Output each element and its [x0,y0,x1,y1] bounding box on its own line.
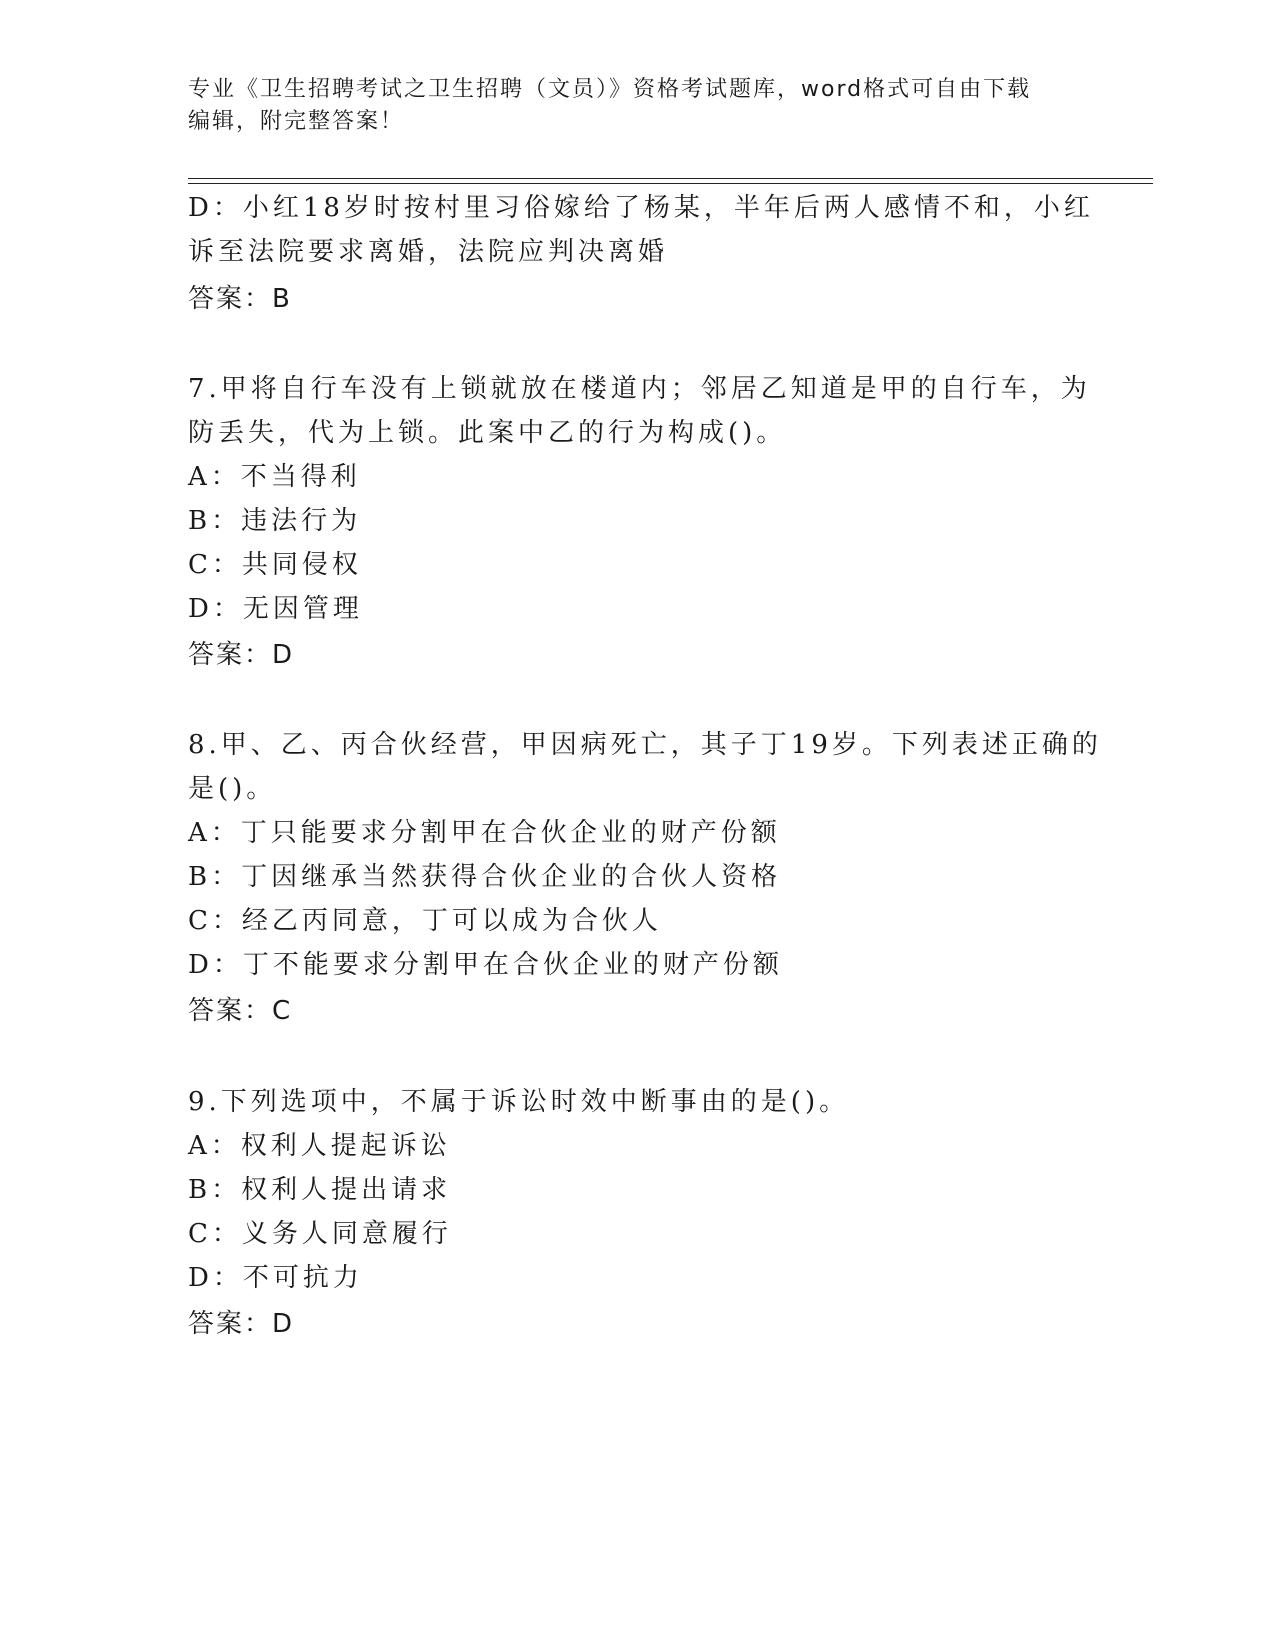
q7-option-b: B：违法行为 [188,506,362,536]
q9-answer: 答案：D [188,1309,295,1339]
q7-answer: 答案：D [188,640,295,670]
header-line-1: 专业《卫生招聘考试之卫生招聘（文员）》资格考试题库，word格式可自由下载 [188,77,1032,102]
q8-stem-line-1: 8.甲、乙、丙合伙经营，甲因病死亡，其子丁19岁。下列表述正确的 [188,730,1102,760]
q8-option-b: B：丁因继承当然获得合伙企业的合伙人资格 [188,862,782,892]
prev-option-d-line-2: 诉至法院要求离婚，法院应判决离婚 [188,237,669,267]
q9-option-c: C：义务人同意履行 [188,1219,452,1249]
prev-option-d-line-1: D：小红18岁时按村里习俗嫁给了杨某，半年后两人感情不和，小红 [188,193,1094,223]
header-divider-bottom [188,183,1153,184]
q7-option-c: C：共同侵权 [188,550,362,580]
q7-option-a: A：不当得利 [188,462,361,492]
q9-option-d: D：不可抗力 [188,1263,363,1293]
q8-option-d: D：丁不能要求分割甲在合伙企业的财产份额 [188,950,783,980]
q8-option-c: C：经乙丙同意，丁可以成为合伙人 [188,906,662,936]
q9-option-b: B：权利人提出请求 [188,1175,452,1205]
q9-option-a: A：权利人提起诉讼 [188,1131,451,1161]
q8-stem-line-2: 是()。 [188,774,277,804]
q9-stem-line-1: 9.下列选项中，不属于诉讼时效中断事由的是()。 [188,1087,850,1117]
header-line-2: 编辑，附完整答案！ [188,109,405,134]
prev-answer: 答案：B [188,284,292,314]
q8-option-a: A：丁只能要求分割甲在合伙企业的财产份额 [188,818,781,848]
q8-answer: 答案：C [188,996,293,1026]
q7-stem-line-2: 防丢失，代为上锁。此案中乙的行为构成()。 [188,418,787,448]
document-header [188,74,1068,138]
q7-option-d: D：无因管理 [188,594,363,624]
q7-stem-line-1: 7.甲将自行车没有上锁就放在楼道内；邻居乙知道是甲的自行车，为 [188,374,1091,404]
header-divider-top [188,178,1153,179]
